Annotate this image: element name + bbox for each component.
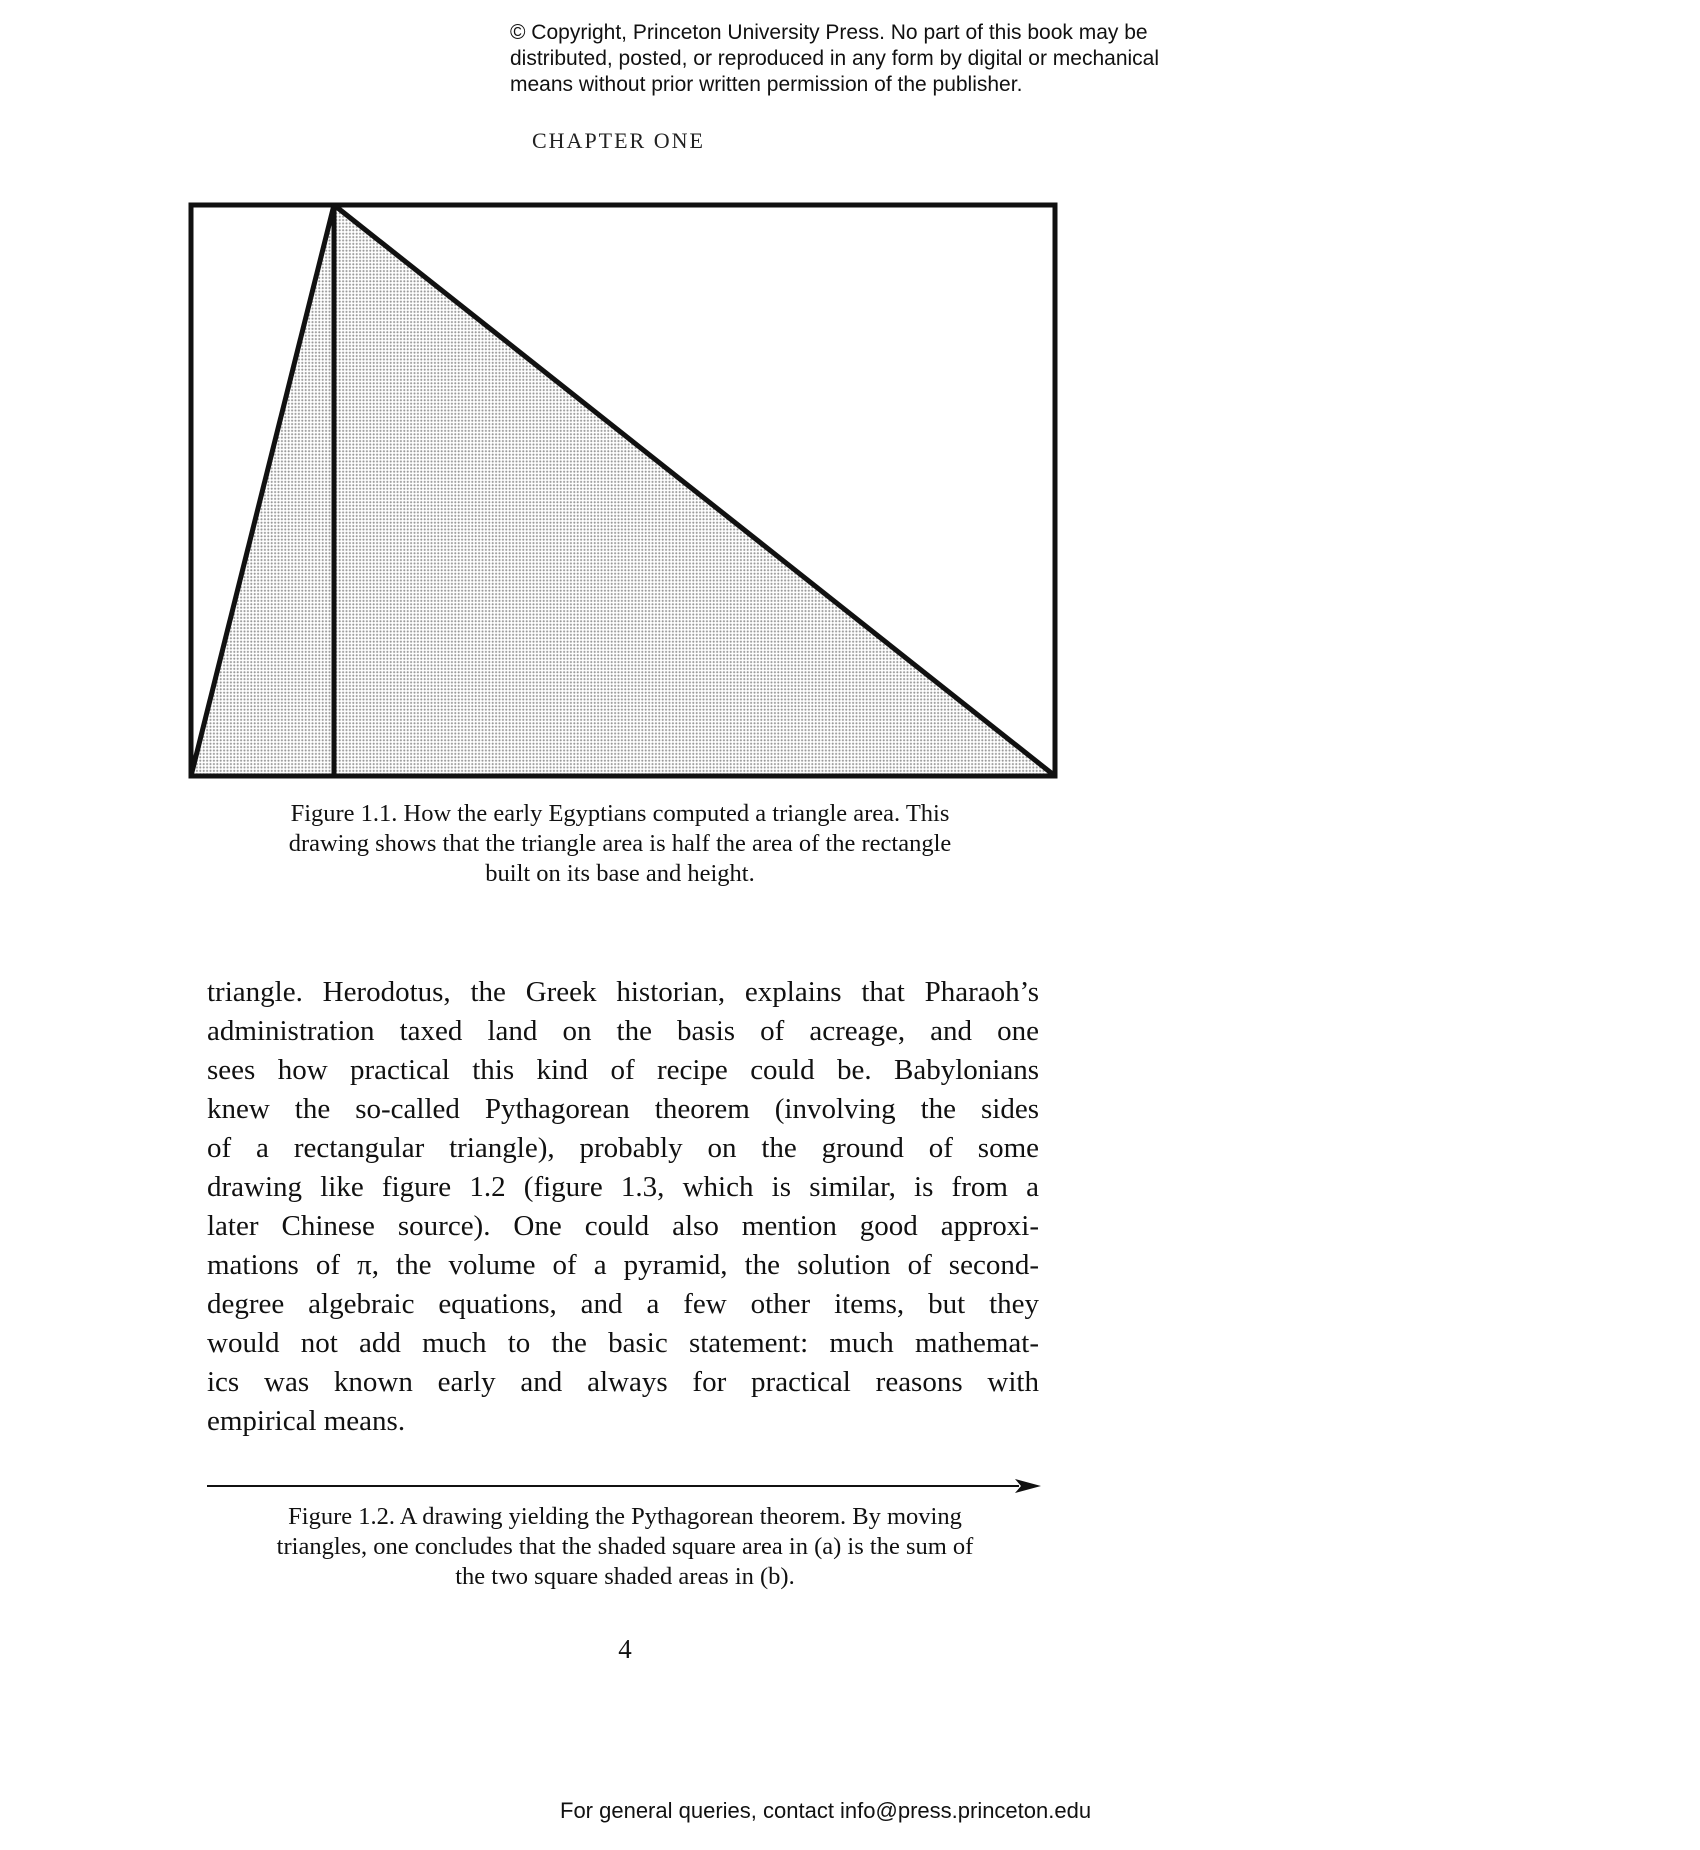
copyright-line: means without prior written permission of the publisher. (510, 73, 1023, 96)
caption-line: drawing shows that the triangle area is half the area of the rectangle (288, 830, 952, 857)
text-line: administration taxed land on the basis of acreage, and one (207, 1015, 1039, 1047)
text-line: of a rectangular triangle), probably on the ground of some (207, 1132, 1039, 1164)
text-line: would not add much to the basic statement: much mathemat- (207, 1327, 1039, 1359)
shaded-triangle (191, 205, 1055, 776)
text-line: ics was known early and always for practical reasons with (207, 1366, 1039, 1398)
body-paragraph (207, 973, 1039, 1441)
text-line: later Chinese source). One could also mention good approxi- (207, 1210, 1039, 1242)
copyright-line: distributed, posted, or reproduced in any form by digital or mechanical (510, 47, 1160, 70)
figure-1-2-caption (200, 1502, 1050, 1592)
text-line: mations of π, the volume of a pyramid, the solution of second- (207, 1249, 1039, 1281)
caption-line: triangles, one concludes that the shaded square area in (a) is the sum of (276, 1533, 974, 1560)
page-number: 4 (618, 1634, 632, 1664)
caption-line: built on its base and height. (485, 860, 755, 887)
footer-contact: For general queries, contact info@press.princeton.edu (560, 1798, 1092, 1823)
text-line: empirical means. (207, 1405, 406, 1437)
text-line: knew the so-called Pythagorean theorem (involving the sides (207, 1093, 1039, 1125)
figure-1-1-triangle-drawing (185, 198, 1065, 783)
copyright-notice (510, 20, 1230, 98)
running-head: CHAPTER ONE (532, 128, 705, 153)
text-line: sees how practical this kind of recipe could be. Babylonians (207, 1054, 1039, 1086)
text-line: triangle. Herodotus, the Greek historian, explains that Pharaoh’s (207, 976, 1039, 1008)
figure-1-1-caption (220, 799, 1020, 889)
caption-line: the two square shaded areas in (b). (455, 1563, 795, 1590)
text-line: drawing like figure 1.2 (figure 1.3, which is similar, is from a (207, 1171, 1039, 1203)
caption-line: Figure 1.2. A drawing yielding the Pythagorean theorem. By moving (288, 1503, 962, 1530)
caption-line: Figure 1.1. How the early Egyptians computed a triangle area. This (290, 800, 950, 827)
copyright-line: © Copyright, Princeton University Press. No part of this book may be (510, 21, 1148, 44)
text-line: degree algebraic equations, and a few other items, but they (207, 1288, 1039, 1320)
figure-1-2-arrow (207, 1476, 1043, 1496)
